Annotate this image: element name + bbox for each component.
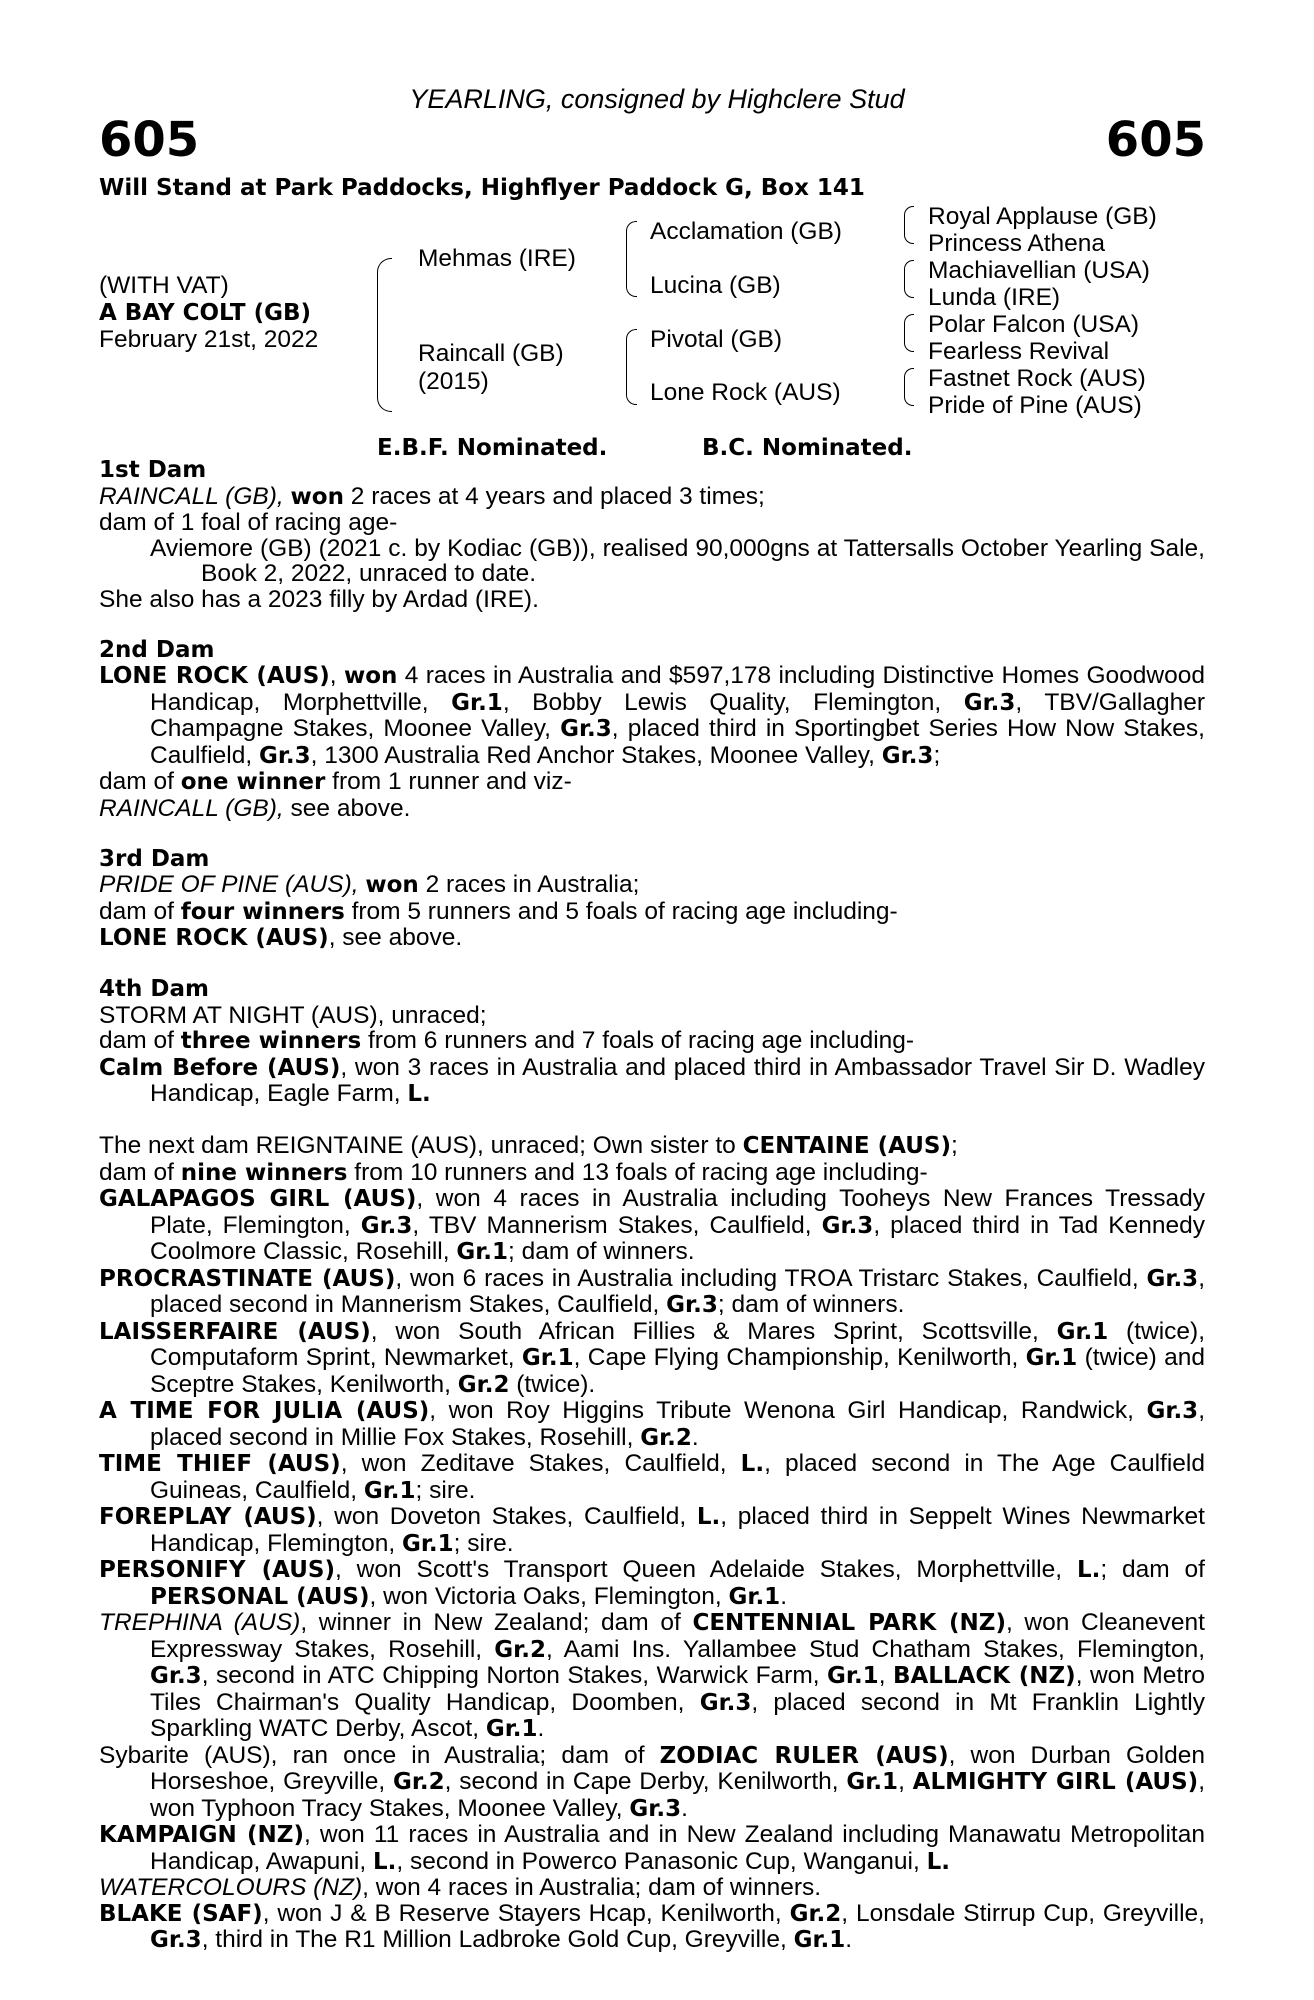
dam-bracket (626, 329, 637, 405)
second-dam-produce: dam of one winner from 1 runner and viz- (99, 768, 572, 795)
next-dam-record: The next dam REIGNTAINE (AUS), unraced; Own sister to CENTAINE (AUS); (99, 1132, 958, 1159)
first-dam-note: She also has a 2023 filly by Ardad (IRE). (99, 585, 539, 613)
third-dam-produce: dam of four winners from 5 runners and 5 foals of racing age including- (99, 897, 898, 925)
sire-sire: Acclamation (GB) (650, 218, 842, 245)
granddam-line-5: Polar Falcon (USA) (928, 311, 1140, 338)
third-dam-heading: 3rd Dam (99, 845, 210, 872)
granddam-line-1: Royal Applause (GB) (928, 203, 1157, 230)
stand-location: Will Stand at Park Paddocks, Highflyer Paddock G, Box 141 (99, 175, 865, 201)
granddam-line-4: Lunda (IRE) (928, 284, 1061, 311)
first-dam-produce: dam of 1 foal of racing age- (99, 509, 398, 536)
progeny-blake: BLAKE (SAF), won J & B Reserve Stayers Hcap, Kenilworth, Gr.2, Lonsdale Stirrup Cup, Greyville, Gr.3, third in The R1 Million Ladbroke Gold Cup, Greyville, Gr.1. (99, 1899, 1205, 1953)
progeny-sybarite: Sybarite (AUS), ran once in Australia; dam of ZODIAC RULER (AUS), won Durban Golden Horseshoe, Greyville, Gr.2, second in Cape Derby, Kenilworth, Gr.1, ALMIGHTY GIRL (AUS), won Typhoon Tracy Stakes, Moonee Valley, Gr.3. (99, 1741, 1206, 1822)
sire-dam-bracket (377, 258, 392, 412)
first-dam-record: RAINCALL (GB), won 2 races at 4 years and placed 3 times; (99, 482, 765, 510)
next-dam-produce: dam of nine winners from 10 runners and 13 foals of racing age including- (99, 1158, 928, 1186)
gg-bracket-2 (904, 260, 914, 298)
fourth-dam-progeny: Calm Before (AUS), won 3 races in Australia and placed third in Ambassador Travel Sir D. Wadley Handicap, Eagle Farm, L. (99, 1053, 1205, 1107)
progeny-procrastinate: PROCRASTINATE (AUS), won 6 races in Australia including TROA Tristarc Stakes, Caulfield, Gr.3, placed second in Mannerism Stakes, Caulfield, Gr.3; dam of winners. (99, 1264, 1205, 1318)
dam-sire: Pivotal (GB) (650, 326, 783, 353)
fourth-dam-record: STORM AT NIGHT (AUS), unraced; (99, 1001, 487, 1029)
dam-dam: Lone Rock (AUS) (650, 379, 841, 406)
gg-bracket-4 (904, 368, 914, 406)
fourth-dam-produce: dam of three winners from 6 runners and 7 foals of racing age including- (99, 1027, 915, 1054)
second-dam-heading: 2nd Dam (99, 636, 215, 663)
progeny-time-thief: TIME THIEF (AUS), won Zeditave Stakes, Caulfield, L., placed second in The Age Caulfield Guineas, Caulfield, Gr.1; sire. (99, 1450, 1205, 1504)
progeny-watercolours: WATERCOLOURS (NZ), won 4 races in Australia; dam of winners. (99, 1874, 822, 1901)
foaled-date: February 21st, 2022 (99, 326, 319, 353)
progeny-laisserfaire: LAISSERFAIRE (AUS), won South African Fillies & Mares Sprint, Scottsville, Gr.1 (twice), Computaform Sprint, Newmarket, Gr.1, Cape Flying Championship, Kenilworth, Gr.1 (twice) and Sceptre Stakes, Kenilworth, Gr.2 (twice). (99, 1317, 1205, 1398)
lot-name: A BAY COLT (GB) (99, 300, 312, 326)
granddam-line-8: Pride of Pine (AUS) (928, 392, 1142, 419)
progeny-foreplay: FOREPLAY (AUS), won Doveton Stakes, Caulfield, L., placed third in Seppelt Wines Newmarket Handicap, Flemington, Gr.1; sire. (99, 1503, 1205, 1557)
second-dam-record: LONE ROCK (AUS), won 4 races in Australia and $597,178 including Distinctive Homes Goodwood Handicap, Morphettville, Gr.1, Bobby Lewis Quality, Flemington, Gr.3, TBV/Gallagher Champagne Stakes, Moonee Valley, Gr.3, placed third in Sportingbet Series How Now Stakes, Caulfield, Gr.3, 1300 Australia Red Anchor Stakes, Moonee Valley, Gr.3; (99, 662, 1206, 769)
progeny-a-time-for-julia: A TIME FOR JULIA (AUS), won Roy Higgins Tribute Wenona Girl Handicap, Randwick, Gr.3, placed second in Millie Fox Stakes, Rosehill, Gr.2. (99, 1397, 1205, 1451)
sire-bracket (626, 221, 637, 297)
granddam-line-2: Princess Athena (928, 230, 1106, 257)
progeny-galapagos-girl: GALAPAGOS GIRL (AUS), won 4 races in Australia including Tooheys New Frances Tressady Plate, Flemington, Gr.3, TBV Mannerism Stakes, Caulfield, Gr.3, placed third in Tad Kennedy Coolmore Classic, Rosehill, Gr.1; dam of winners. (99, 1185, 1205, 1265)
lot-number-right: 605 (1105, 112, 1206, 168)
consignment-line: YEARLING, consigned by Highclere Stud (409, 84, 905, 114)
sire-dam: Lucina (GB) (650, 272, 781, 299)
second-dam-progeny: RAINCALL (GB), see above. (99, 794, 411, 822)
sire: Mehmas (IRE) (418, 245, 576, 272)
granddam-line-3: Machiavellian (USA) (928, 257, 1150, 284)
granddam-line-6: Fearless Revival (928, 338, 1110, 365)
first-dam-foal: Aviemore (GB) (2021 c. by Kodiac (GB)), realised 90,000gns at Tattersalls October Yearling Sale, Book 2, 2022, unraced to date. (150, 534, 1205, 587)
lot-number-left: 605 (99, 112, 200, 168)
fourth-dam-heading: 4th Dam (99, 976, 209, 1002)
gg-bracket-1 (904, 206, 914, 244)
first-dam-heading: 1st Dam (99, 457, 207, 483)
third-dam-progeny: LONE ROCK (AUS), see above. (99, 924, 463, 951)
progeny-personify: PERSONIFY (AUS), won Scott's Transport Queen Adelaide Stakes, Morphettville, L.; dam of PERSONAL (AUS), won Victoria Oaks, Flemington, Gr.1. (99, 1556, 1205, 1610)
dam: Raincall (GB) (418, 340, 564, 367)
catalogue-body (99, 458, 1205, 1954)
granddam-line-7: Fastnet Rock (AUS) (928, 365, 1146, 392)
third-dam-record: PRIDE OF PINE (AUS), won 2 races in Australia; (99, 871, 640, 898)
bc-nomination: B.C. Nominated. (702, 435, 913, 461)
gg-bracket-3 (904, 314, 914, 352)
vat-note: (WITH VAT) (99, 272, 229, 299)
ebf-nomination: E.B.F. Nominated. (377, 435, 608, 461)
progeny-trephina: TREPHINA (AUS), winner in New Zealand; dam of CENTENNIAL PARK (NZ), won Cleanevent Expressway Stakes, Rosehill, Gr.2, Aami Ins. Yallambee Stud Chatham Stakes, Flemington, Gr.3, second in ATC Chipping Norton Stakes, Warwick Farm, Gr.1, BALLACK (NZ), won Metro Tiles Chairman's Quality Handicap, Doomben, Gr.3, placed second in Mt Franklin Lightly Sparkling WATC Derby, Ascot, Gr.1. (99, 1609, 1206, 1742)
progeny-kampaign: KAMPAIGN (NZ), won 11 races in Australia and in New Zealand including Manawatu Metropolitan Handicap, Awapuni, L., second in Powerco Panasonic Cup, Wanganui, L. (99, 1821, 1205, 1875)
dam-year: (2015) (418, 368, 489, 395)
